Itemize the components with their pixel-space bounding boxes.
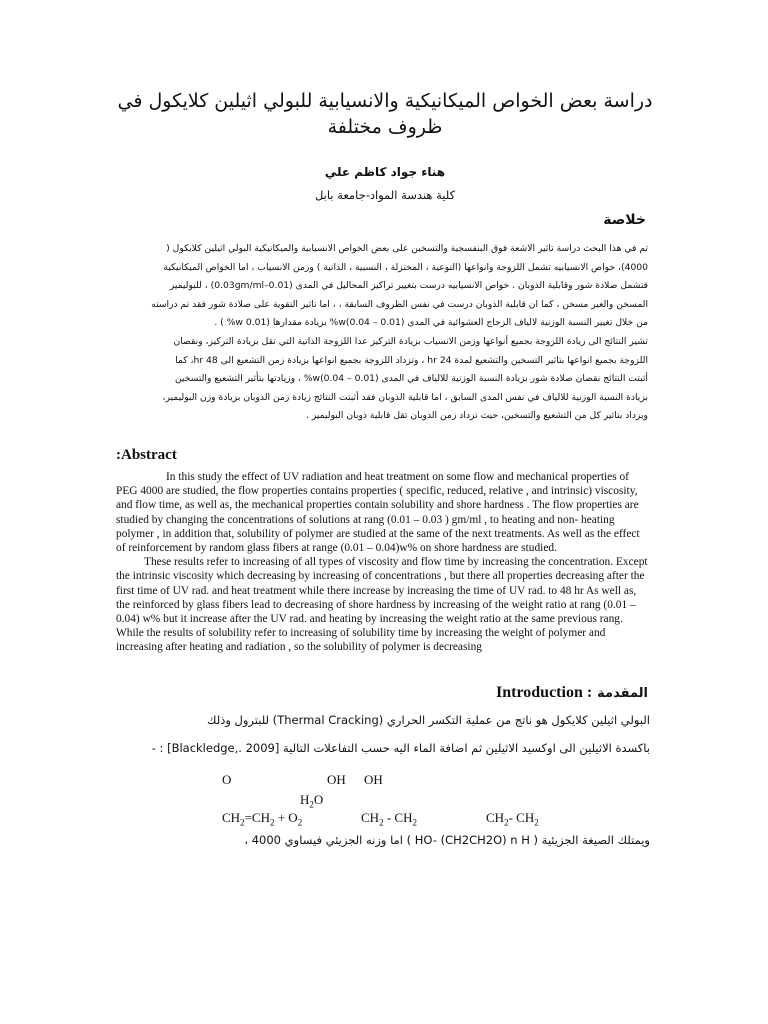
arabic-abstract-line: تم في هذا البحث دراسة تاثير الاشعة فوق البنفسجية والتسخين على بعض الخواص الانسيابية والميكانيكية البولي اثيلين كلايكول ( [166,243,648,254]
paper-title: دراسة بعض الخواص الميكانيكية والانسيابية للبولي اثيلين كلايكول في ظروف مختلفة [117,90,653,138]
reaction-water: $H_2O$ [300,792,324,810]
arabic-abstract-heading: خلاصة [603,212,646,228]
arabic-abstract-line: فتشمل صلادة شور وقابلية الذوبان . خواص الانسيابيه درست بتغيير تراكيز المحاليل في المدى (0.01–0.03gm/ml) ، للبوليمير [169,280,648,292]
introduction-line: ويمتلك الصيغة الجزيئية ( HO- (CH2CH2O) n H ) اما وزنه الجزيئي فيساوي 4000 ، [244,833,650,847]
reaction-product-ethylene-oxide: $CH_2 - CH_2$ [361,810,417,828]
arabic-abstract-line: تشير النتائج الى زيادة اللزوجة بجميع أنواعها وزمن الانسياب بزيادة التركيز عدا اللزوجة الذاتية التي تقل بزيادة التركيز، ونقصان [173,335,648,347]
reaction-o-label: O [222,772,232,787]
introduction-heading-row [116,684,648,706]
english-abstract-heading: :Abstract [116,447,177,463]
english-abstract [116,470,650,655]
arabic-abstract-line: 4000)، خواص الانسيابيه تشمل اللزوجة وانواعها (النوعية ، المختزلة ، النسبية ، الذاتية ) وزمن الانسياب ، اما الخواص الميكانيكية [163,261,648,273]
english-abstract-paragraph: In this study the effect of UV radiation and heat treatment on some flow and mechanical properties of PEG 4000 are studied, the flow properties contains properties ( specific, reduced, relative , and intrinsic) viscosity, and flow time, as well as, the mechanical properties contain solubility and shore hardness . The flow properties are studied by changing the concentrations of solutions at rang (0.01 – 0.03 ) gm/ml , to heating and non- heating polymer , in addition that, solubility of polymer are studied at the same of the next treatments. As well as the effect of reinforcement by random glass fibers at range (0.01 – 0.04)w% on shore hardness are studied. [116,471,640,555]
reaction-oh-label: OH [364,772,383,787]
arabic-abstract [118,240,648,426]
arabic-abstract-line: من خلال تغيير النسبة الوزنية لالياف الزجاج العشوائية في المدى (0.01 – 0.04)w% بزيادة مقدارها (0.01 w% ) . [214,317,648,329]
arabic-abstract-line: أثبتت النتائج نقصان صلادة شور بزيادة النسبة الوزنية للالياف في المدى (0.01 – 0.04)w% ، وزيادتها بتأثير التشعيع والتسخين [174,373,648,385]
arabic-abstract-line: بزيادة النسبة الوزنية للالياف في نفس المدى السابق ، اما قابلية الذوبان فقد أثبتت النتائج زيادة زمن الذوبان بزيادة وزن البوليمير، [162,391,648,403]
arabic-abstract-line: اللزوجة بجميع انواعها بتاثير التسخين والتشعيع لمدة 24 hr ، وتزداد اللزوجة بجميع انواعها بزيادة زمن التشعيع الى 48 hr، كما [175,354,648,366]
introduction-line: البولي اثيلين كلايكول هو ناتج من عملية التكسر الحراري (Thermal Cracking) للبترول وذلك [207,713,650,727]
reaction-product-glycol: $CH_2-$ $CH_2$ [486,810,539,828]
introduction-heading-en: Introduction : [496,684,593,701]
author-affiliation: كلية هندسة المواد-جامعة بابل [314,188,456,202]
introduction-heading-ar: المقدمة [597,686,648,701]
author-name: هناء جواد كاظم علي [324,165,446,179]
reaction-reactant: $CH_2=CH_2 + O_2$ [222,810,303,828]
english-abstract-paragraph: These results refer to increasing of all types of viscosity and flow time by increasing the concentration. Except the intrinsic viscosity which decreasing by increasing of concentrations , but there all properties decreasing after the first time of UV rad. and heat treatment while there increase by increasing the time of UV rad. to 48 hr As well as, the reinforced by glass fibers lead to decreasing of shore hardness by increasing of the weight ratio at rang (0.01 – 0.04) w% but it increase after the UV rad. and heating by increasing the weight ratio at the same previous rang. While the results of solubility refer to increasing of solubility time by increasing the weight of polymer and increasing after heating and radiation , so the solubility of polymer is decreasing [116,556,648,654]
reaction-oh-label: OH [327,772,346,787]
arabic-abstract-line: المسخن والغير مسخن ، كما ان قابلية الذوبان درست في نفس الظروف السابقة ، ، اما تاثير التقوية على صلادة شور فقد تم دراسته [151,298,648,310]
arabic-abstract-line: وبزداد بتاثير كل من التشعيع والتسخين، حيث تزداد زمن الذوبان تقل قابلية ذوبان البوليمير . [306,410,648,422]
introduction-line: باكسدة الاثيلين الى اوكسيد الاثيلين ثم اضافة الماء اليه حسب التفاعلات التالية [Blackledge,. 2009] : - [151,741,650,755]
